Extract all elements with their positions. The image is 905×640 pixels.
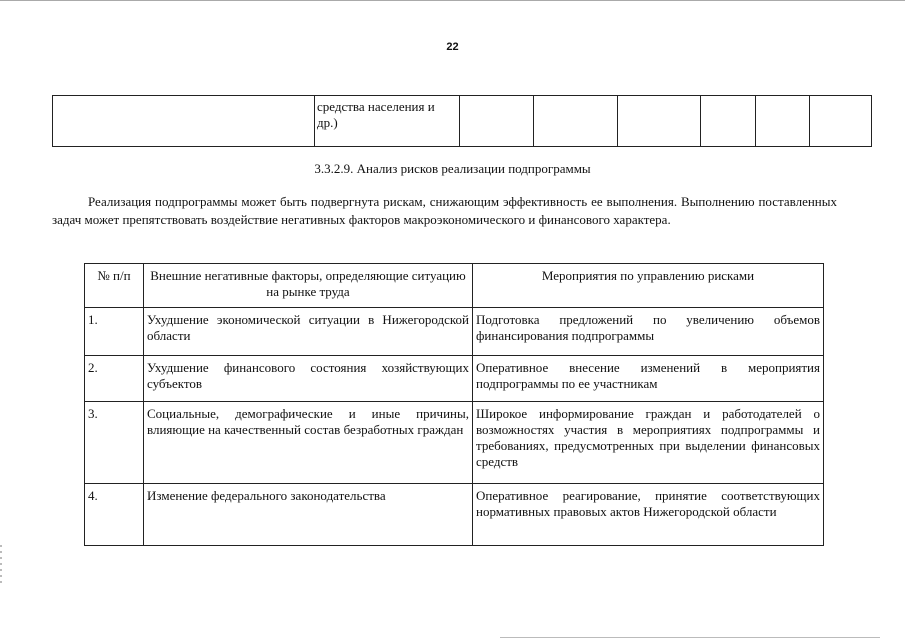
header-factors: Внешние негативные факторы, определяющие ситуацию на рынке труда — [144, 264, 473, 308]
table-row — [85, 356, 824, 402]
table-cell — [701, 96, 756, 147]
table-cell — [460, 96, 534, 147]
continuation-table — [52, 95, 872, 147]
risk-measure: Подготовка предложений по увеличению объемов финансирования подпрограммы — [473, 308, 824, 356]
intro-paragraph: Реализация подпрограммы может быть подвергнута рискам, снижающим эффективность ее выполнения. Выполнению поставленных задач может препятствовать воздействие негативных факторов макроэкономического и финансового характера. — [52, 194, 837, 227]
table-cell — [810, 96, 872, 147]
row-number: 1. — [85, 308, 144, 356]
top-border-line — [0, 0, 905, 1]
header-measures: Мероприятия по управлению рисками — [473, 264, 824, 308]
row-number: 4. — [85, 484, 144, 546]
table-cell — [756, 96, 810, 147]
risk-factor: Ухудшение экономической ситуации в Нижегородской области — [144, 308, 473, 356]
table-cell: средства населения и др.) — [315, 96, 460, 147]
risk-factor: Ухудшение финансового состояния хозяйствующих субъектов — [144, 356, 473, 402]
table-cell — [534, 96, 618, 147]
table-row — [85, 484, 824, 546]
risk-measure: Оперативное внесение изменений в мероприятия подпрограммы по ее участникам — [473, 356, 824, 402]
row-number: 2. — [85, 356, 144, 402]
table-cell — [53, 96, 315, 147]
risk-factor: Изменение федерального законодательства — [144, 484, 473, 546]
bottom-border-line — [500, 637, 880, 638]
table-header-row — [85, 264, 824, 308]
table-cell — [618, 96, 701, 147]
risk-measure: Оперативное реагирование, принятие соответствующих нормативных правовых актов Нижегородской области — [473, 484, 824, 546]
scan-edge-marks — [0, 545, 2, 585]
risk-measure: Широкое информирование граждан и работодателей о возможностях участия в мероприятиях подпрограммы и требованиях, предусмотренных при выделении финансовых средств — [473, 402, 824, 484]
page-number: 22 — [446, 41, 459, 53]
table-row — [85, 402, 824, 484]
header-number: № п/п — [85, 264, 144, 308]
section-heading: 3.3.2.9. Анализ рисков реализации подпрограммы — [314, 161, 591, 176]
table-row — [53, 96, 872, 147]
row-number: 3. — [85, 402, 144, 484]
table-row — [85, 308, 824, 356]
risk-factor: Социальные, демографические и иные причины, влияющие на качественный состав безработных граждан — [144, 402, 473, 484]
risk-management-table — [84, 263, 824, 546]
